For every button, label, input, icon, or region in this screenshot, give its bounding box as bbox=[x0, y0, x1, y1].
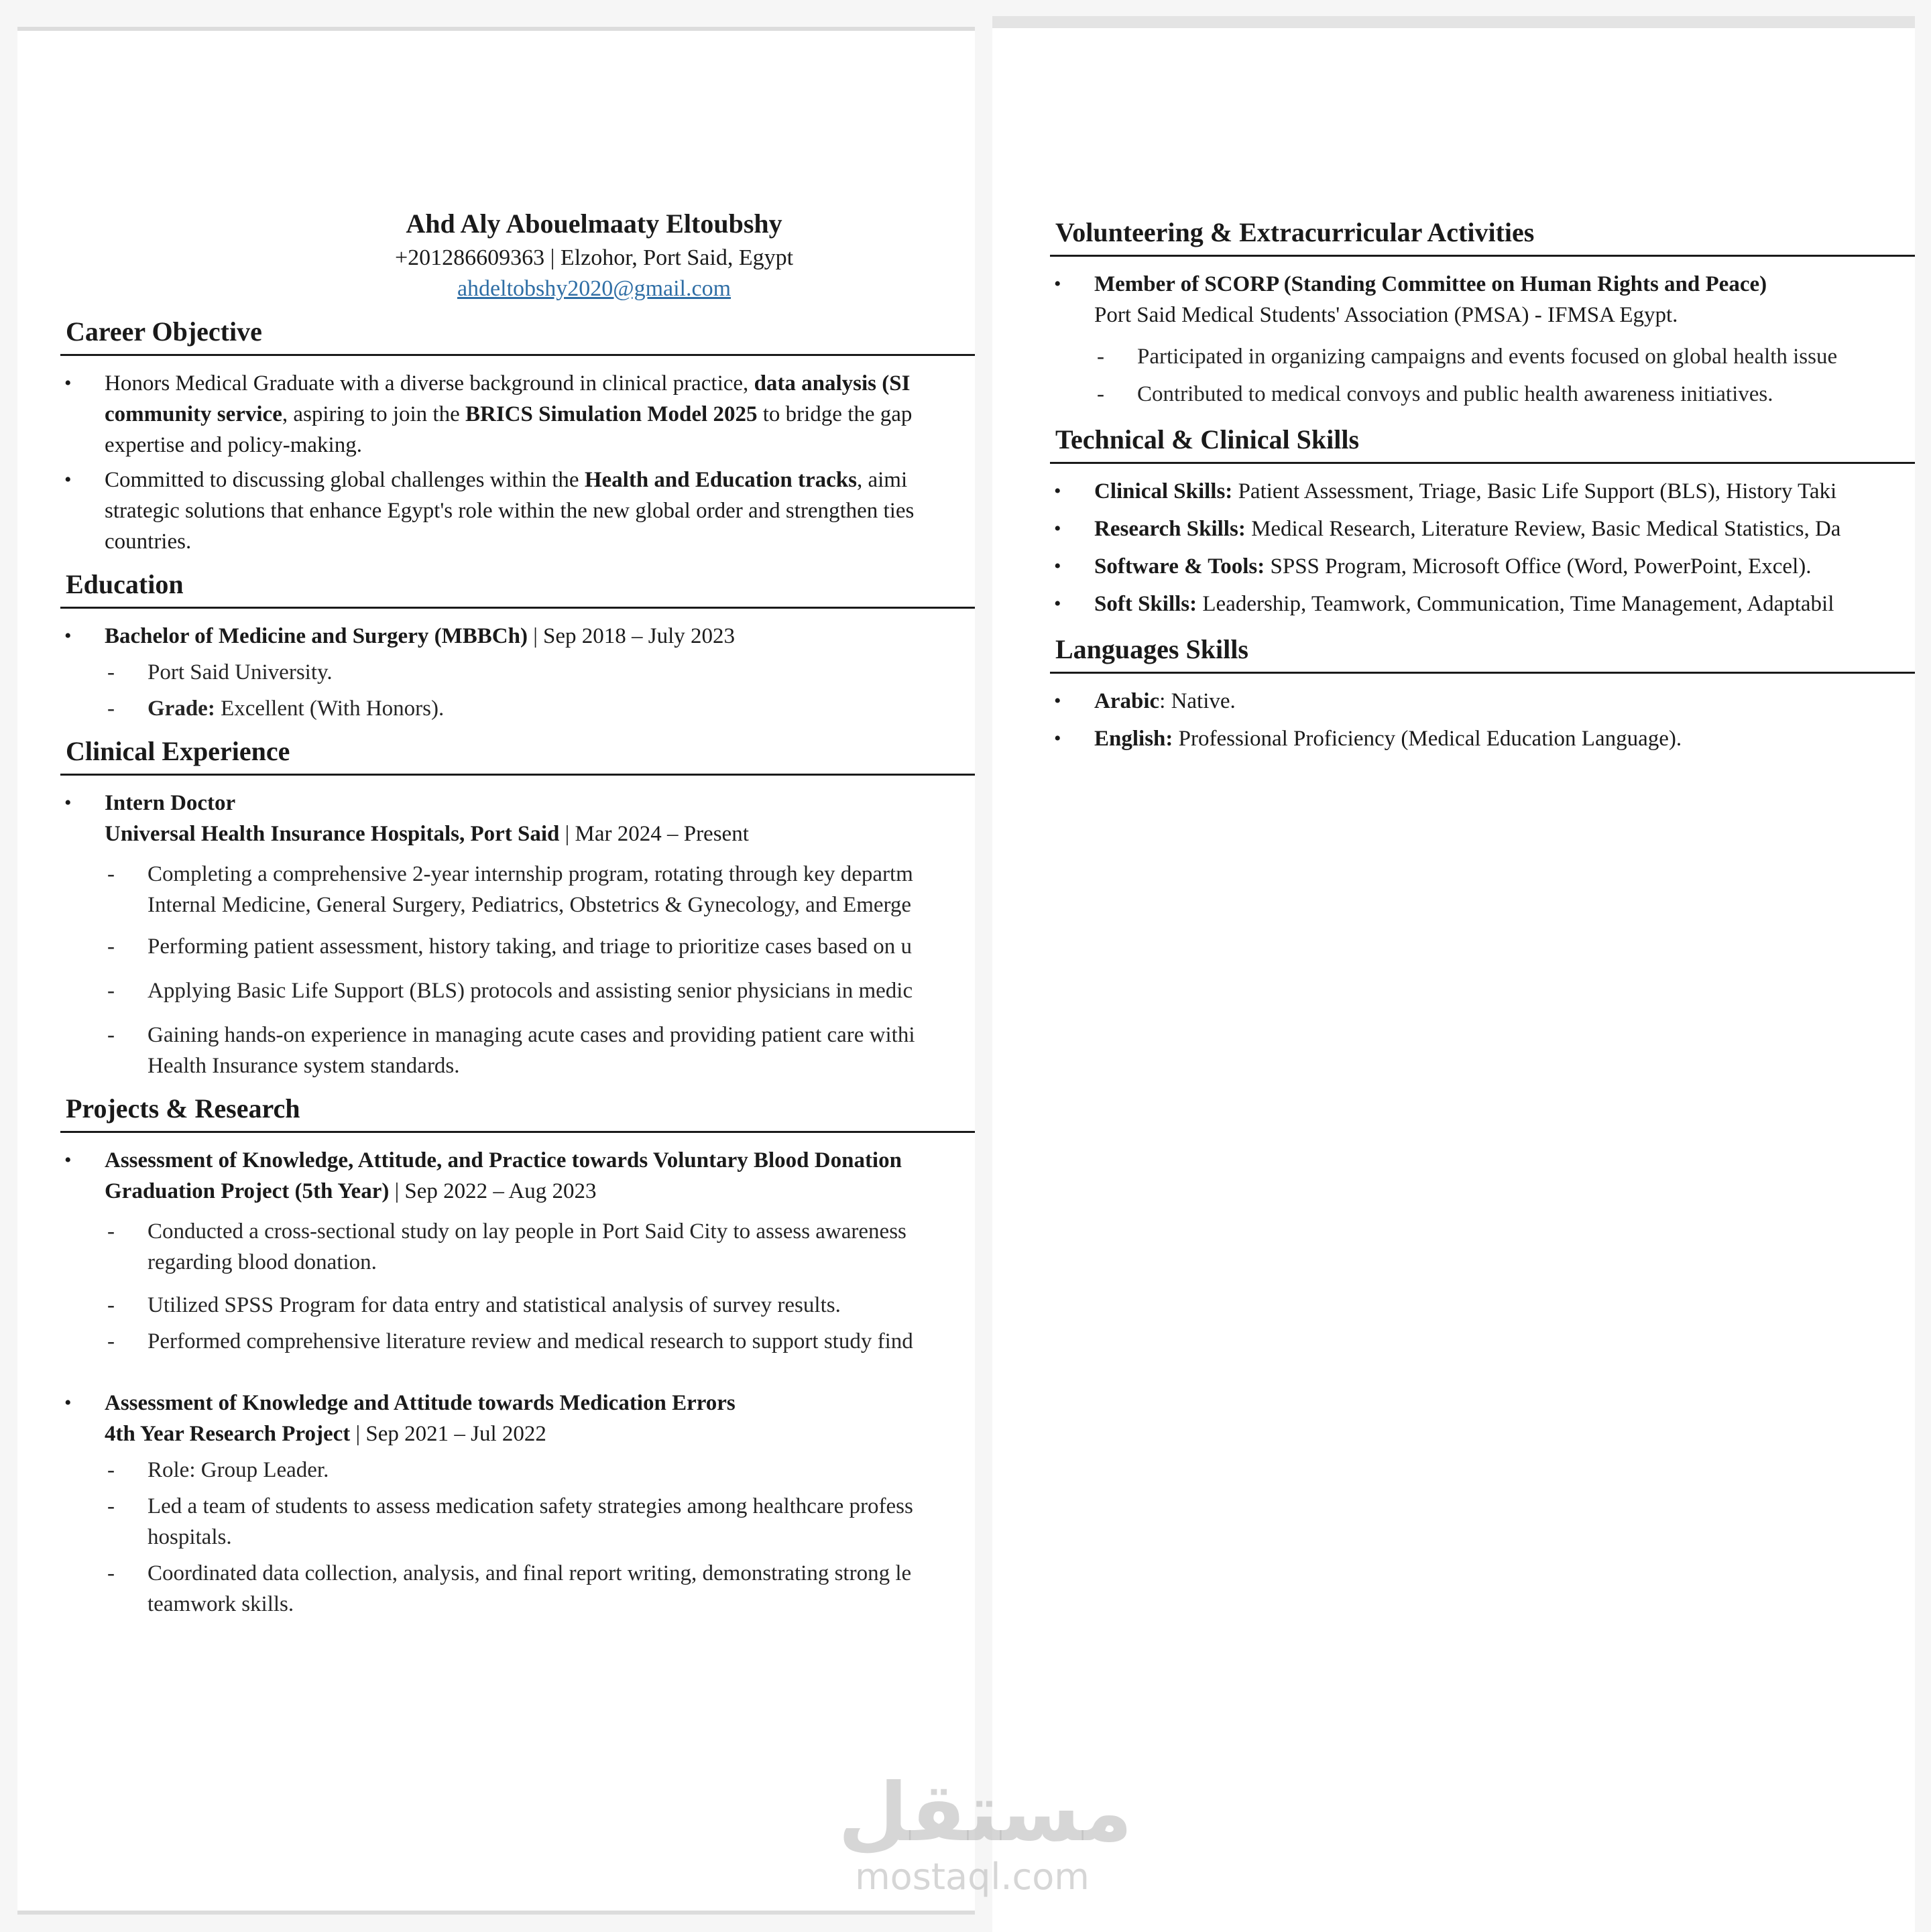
text-line: Performing patient assessment, history taking, and triage to prioritize cases based on u bbox=[148, 934, 913, 959]
section-title-volunteering: Volunteering & Extracurricular Activities bbox=[1050, 215, 1915, 257]
project-dates: | Sep 2021 – Jul 2022 bbox=[350, 1422, 546, 1446]
section-title-skills: Technical & Clinical Skills bbox=[1050, 422, 1915, 464]
list-item bbox=[1050, 551, 1915, 582]
page-1-content bbox=[60, 205, 975, 1626]
list-item bbox=[105, 1491, 975, 1553]
language-label: Arabic bbox=[1094, 689, 1160, 713]
volunteering-list bbox=[1050, 269, 1915, 410]
project-type: Graduation Project (5th Year) bbox=[105, 1179, 390, 1203]
text-line: Performed comprehensive literature review and medical research to support study find bbox=[148, 1329, 913, 1353]
skill-value: SPSS Program, Microsoft Office (Word, PowerPoint, Excel). bbox=[1265, 554, 1812, 579]
list-item bbox=[105, 693, 975, 724]
skill-label: Clinical Skills: bbox=[1094, 479, 1233, 503]
career-list bbox=[60, 368, 975, 557]
job-org: Universal Health Insurance Hospitals, Port Said bbox=[105, 822, 560, 846]
text-run-bold: BRICS Simulation Model 2025 bbox=[465, 402, 758, 426]
text-line: Conducted a cross-sectional study on lay people in Port Said City to assess awareness bbox=[148, 1219, 906, 1244]
text-line: Utilized SPSS Program for data entry and statistical analysis of survey results. bbox=[148, 1293, 841, 1317]
list-item bbox=[1050, 686, 1915, 717]
text-line: Internal Medicine, General Surgery, Pediatrics, Obstetrics & Gynecology, and Emerge bbox=[148, 893, 912, 917]
text-line: Role: Group Leader. bbox=[148, 1458, 329, 1482]
list-item: - Contributed to medical convoys and public health awareness initiatives. bbox=[1094, 379, 1915, 410]
list-item: - Participated in organizing campaigns and events focused on global health issue bbox=[1094, 341, 1915, 372]
candidate-name: Ahd Aly Abouelmaaty Eltoubshy bbox=[406, 208, 782, 239]
resume-page-2 bbox=[992, 16, 1915, 1932]
job-dates: | Mar 2024 – Present bbox=[559, 822, 749, 846]
text-run-bold: Health and Education tracks bbox=[584, 468, 857, 492]
text-line: expertise and policy-making. bbox=[105, 433, 362, 457]
watermark-logo-arabic: مستقل bbox=[838, 1766, 1132, 1860]
text-run: Honors Medical Graduate with a diverse background in clinical practice, bbox=[105, 371, 754, 396]
list-item bbox=[60, 1145, 975, 1384]
text-line: strategic solutions that enhance Egypt's role within the new global order and strengthen ties bbox=[105, 499, 915, 523]
project-details bbox=[105, 1216, 975, 1357]
text-line: countries. bbox=[105, 530, 192, 554]
list-item bbox=[105, 1020, 975, 1081]
list-item bbox=[105, 1455, 975, 1486]
job-role: Intern Doctor bbox=[105, 791, 236, 815]
list-item bbox=[1050, 514, 1915, 544]
text-line bbox=[105, 819, 975, 849]
list-item bbox=[105, 1326, 975, 1357]
text-run-bold: community service bbox=[105, 402, 282, 426]
text-line: regarding blood donation. bbox=[148, 1250, 377, 1274]
project-title: Assessment of Knowledge and Attitude towards Medication Errors bbox=[105, 1391, 736, 1415]
text-line bbox=[105, 1418, 975, 1449]
text-run: Committed to discussing global challenges within the bbox=[105, 468, 585, 492]
spacer bbox=[105, 1364, 975, 1384]
list-item bbox=[105, 1216, 975, 1278]
list-item bbox=[105, 1290, 975, 1321]
skill-label: Software & Tools: bbox=[1094, 554, 1265, 579]
list-item bbox=[60, 1388, 975, 1620]
text-run: , aspiring to join the bbox=[282, 402, 465, 426]
text-line: Led a team of students to assess medication safety strategies among healthcare profess bbox=[148, 1494, 913, 1518]
watermark-logo-latin: mostaql.com bbox=[855, 1856, 1090, 1898]
volunteer-details bbox=[1094, 341, 1915, 410]
language-label: English: bbox=[1094, 727, 1173, 751]
volunteer-role: Member of SCORP (Standing Committee on Human Rights and Peace) bbox=[1094, 272, 1767, 296]
section-title-education: Education bbox=[60, 566, 975, 609]
list-item bbox=[60, 368, 975, 461]
list-item bbox=[1050, 269, 1915, 410]
project-dates: | Sep 2022 – Aug 2023 bbox=[389, 1179, 597, 1203]
project-title: Assessment of Knowledge, Attitude, and Practice towards Voluntary Blood Donation bbox=[105, 1148, 902, 1172]
list-item bbox=[60, 465, 975, 557]
section-title-career: Career Objective bbox=[60, 314, 975, 356]
section-title-languages: Languages Skills bbox=[1050, 631, 1915, 674]
list-item bbox=[105, 975, 975, 1006]
degree-title: Bachelor of Medicine and Surgery (MBBCh) bbox=[105, 624, 528, 648]
page-2-content bbox=[1050, 215, 1915, 761]
degree-dates: | Sep 2018 – July 2023 bbox=[527, 624, 736, 648]
volunteer-org: Port Said Medical Students' Association (PMSA) - IFMSA Egypt. bbox=[1094, 303, 1678, 327]
list-item bbox=[105, 1558, 975, 1620]
text-line: Coordinated data collection, analysis, and final report writing, demonstrating strong le bbox=[148, 1561, 912, 1585]
text-run: , aimi bbox=[856, 468, 908, 492]
email-link[interactable]: ahdeltobshy2020@gmail.com bbox=[457, 276, 732, 301]
list-item bbox=[60, 788, 975, 1081]
list-item bbox=[1050, 723, 1915, 754]
text-run: to bridge the gap bbox=[757, 402, 913, 426]
clinical-list bbox=[60, 788, 975, 1081]
list-item bbox=[105, 931, 975, 962]
projects-list bbox=[60, 1145, 975, 1620]
project-details bbox=[105, 1455, 975, 1620]
text-line: Completing a comprehensive 2-year internship program, rotating through key departm bbox=[148, 862, 913, 886]
skill-label: Research Skills: bbox=[1094, 517, 1246, 541]
list-item bbox=[60, 621, 975, 724]
education-list bbox=[60, 621, 975, 724]
contact-line: +201286609363 | Elzohor, Port Said, Egypt bbox=[394, 245, 794, 270]
language-value: : Native. bbox=[1159, 689, 1236, 713]
education-details bbox=[105, 657, 975, 724]
text-line bbox=[105, 399, 975, 430]
list-item bbox=[1050, 589, 1915, 619]
project-type: 4th Year Research Project bbox=[105, 1422, 351, 1446]
list-item bbox=[105, 859, 975, 920]
skills-list bbox=[1050, 476, 1915, 619]
language-value: Professional Proficiency (Medical Education Language). bbox=[1173, 727, 1682, 751]
grade-value: Excellent (With Honors). bbox=[215, 697, 445, 721]
skill-value: Patient Assessment, Triage, Basic Life Support (BLS), History Taki bbox=[1232, 479, 1837, 503]
text-line: Health Insurance system standards. bbox=[148, 1054, 460, 1078]
text-line: Gaining hands-on experience in managing acute cases and providing patient care withi bbox=[148, 1023, 915, 1047]
list-item: - Port Said University. bbox=[105, 657, 975, 688]
skill-label: Soft Skills: bbox=[1094, 592, 1197, 616]
watermark bbox=[838, 1766, 1132, 1898]
skill-value: Leadership, Teamwork, Communication, Time Management, Adaptabil bbox=[1197, 592, 1834, 616]
list-item bbox=[1050, 476, 1915, 507]
text-line: teamwork skills. bbox=[148, 1592, 294, 1616]
text-line: Applying Basic Life Support (BLS) protocols and assisting senior physicians in medic bbox=[148, 979, 913, 1003]
languages-list bbox=[1050, 686, 1915, 754]
grade-label: Grade: bbox=[148, 697, 215, 721]
resume-page-1 bbox=[17, 27, 975, 1915]
skill-value: Medical Research, Literature Review, Basic Medical Statistics, Da bbox=[1245, 517, 1841, 541]
section-title-projects: Projects & Research bbox=[60, 1091, 975, 1133]
text-line: hospitals. bbox=[148, 1525, 232, 1549]
section-title-clinical: Clinical Experience bbox=[60, 733, 975, 776]
clinical-duties bbox=[105, 859, 975, 1081]
text-line bbox=[105, 1176, 975, 1207]
resume-header bbox=[17, 205, 975, 304]
text-run-bold: data analysis (SI bbox=[754, 371, 911, 396]
